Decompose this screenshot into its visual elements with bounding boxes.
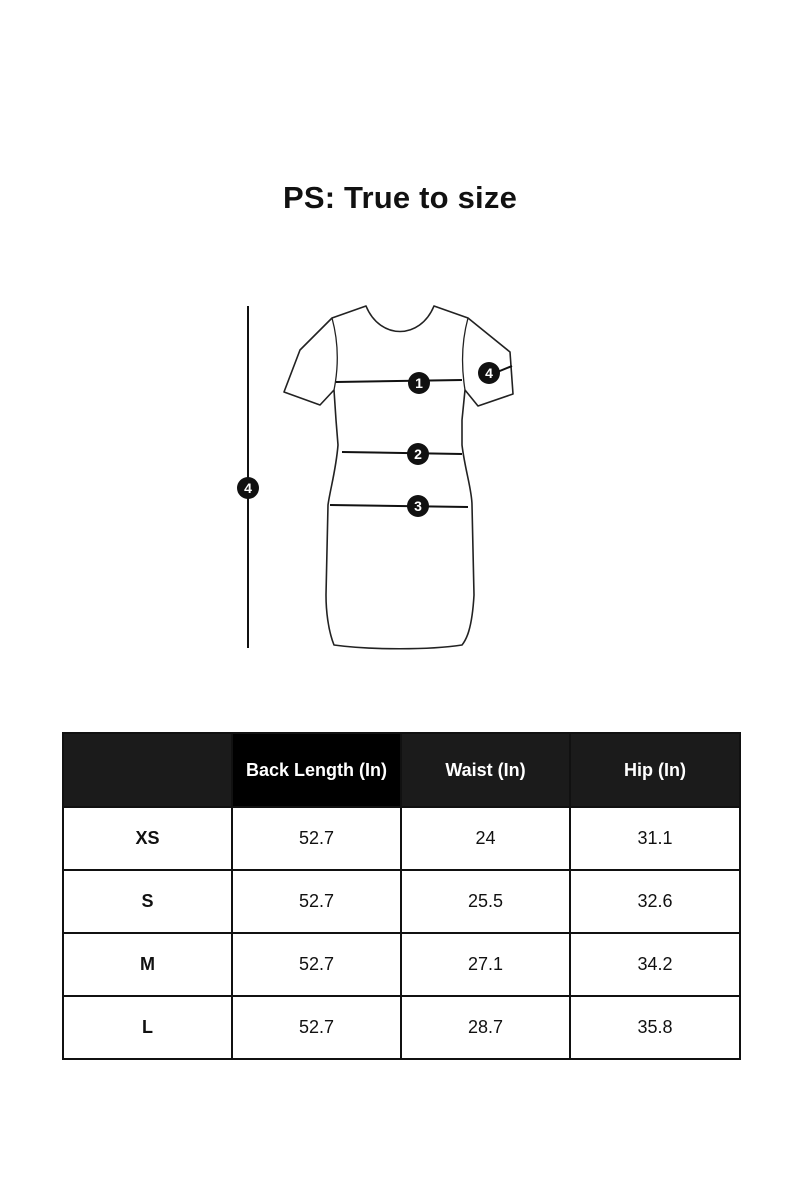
svg-text:4: 4 [485, 365, 493, 381]
size-chart-table [62, 732, 741, 1060]
marker-2 [407, 443, 429, 465]
back-length-cell: 52.7 [232, 807, 401, 870]
back-length-cell: 52.7 [232, 870, 401, 933]
size-cell: S [63, 870, 232, 933]
header-size [63, 733, 232, 807]
bust-line [336, 380, 462, 382]
hip-cell: 35.8 [570, 996, 740, 1059]
header-back-length: Back Length (In) [232, 733, 401, 807]
dress-outline [284, 306, 513, 649]
left-armhole-seam [332, 318, 337, 390]
waist-cell: 25.5 [401, 870, 570, 933]
back-length-cell: 52.7 [232, 996, 401, 1059]
marker-4-sleeve [478, 362, 500, 384]
hip-line [330, 505, 468, 507]
waist-cell: 28.7 [401, 996, 570, 1059]
size-cell: XS [63, 807, 232, 870]
table-row [63, 870, 740, 933]
header-waist: Waist (In) [401, 733, 570, 807]
hip-cell: 32.6 [570, 870, 740, 933]
size-cell: M [63, 933, 232, 996]
table-header-row [63, 733, 740, 807]
back-length-cell: 52.7 [232, 933, 401, 996]
waist-line [342, 452, 462, 454]
svg-text:3: 3 [414, 498, 422, 514]
marker-3 [407, 495, 429, 517]
svg-text:4: 4 [244, 480, 252, 496]
table-row [63, 933, 740, 996]
marker-4-length [237, 477, 259, 499]
waist-cell: 27.1 [401, 933, 570, 996]
page-title: PS: True to size [282, 180, 518, 215]
svg-text:2: 2 [414, 446, 422, 462]
hip-cell: 31.1 [570, 807, 740, 870]
hip-cell: 34.2 [570, 933, 740, 996]
svg-text:1: 1 [415, 375, 423, 391]
table-row [63, 807, 740, 870]
right-armhole-seam [463, 318, 468, 390]
table-row [63, 996, 740, 1059]
header-hip: Hip (In) [570, 733, 740, 807]
size-cell: L [63, 996, 232, 1059]
waist-cell: 24 [401, 807, 570, 870]
marker-1 [408, 372, 430, 394]
